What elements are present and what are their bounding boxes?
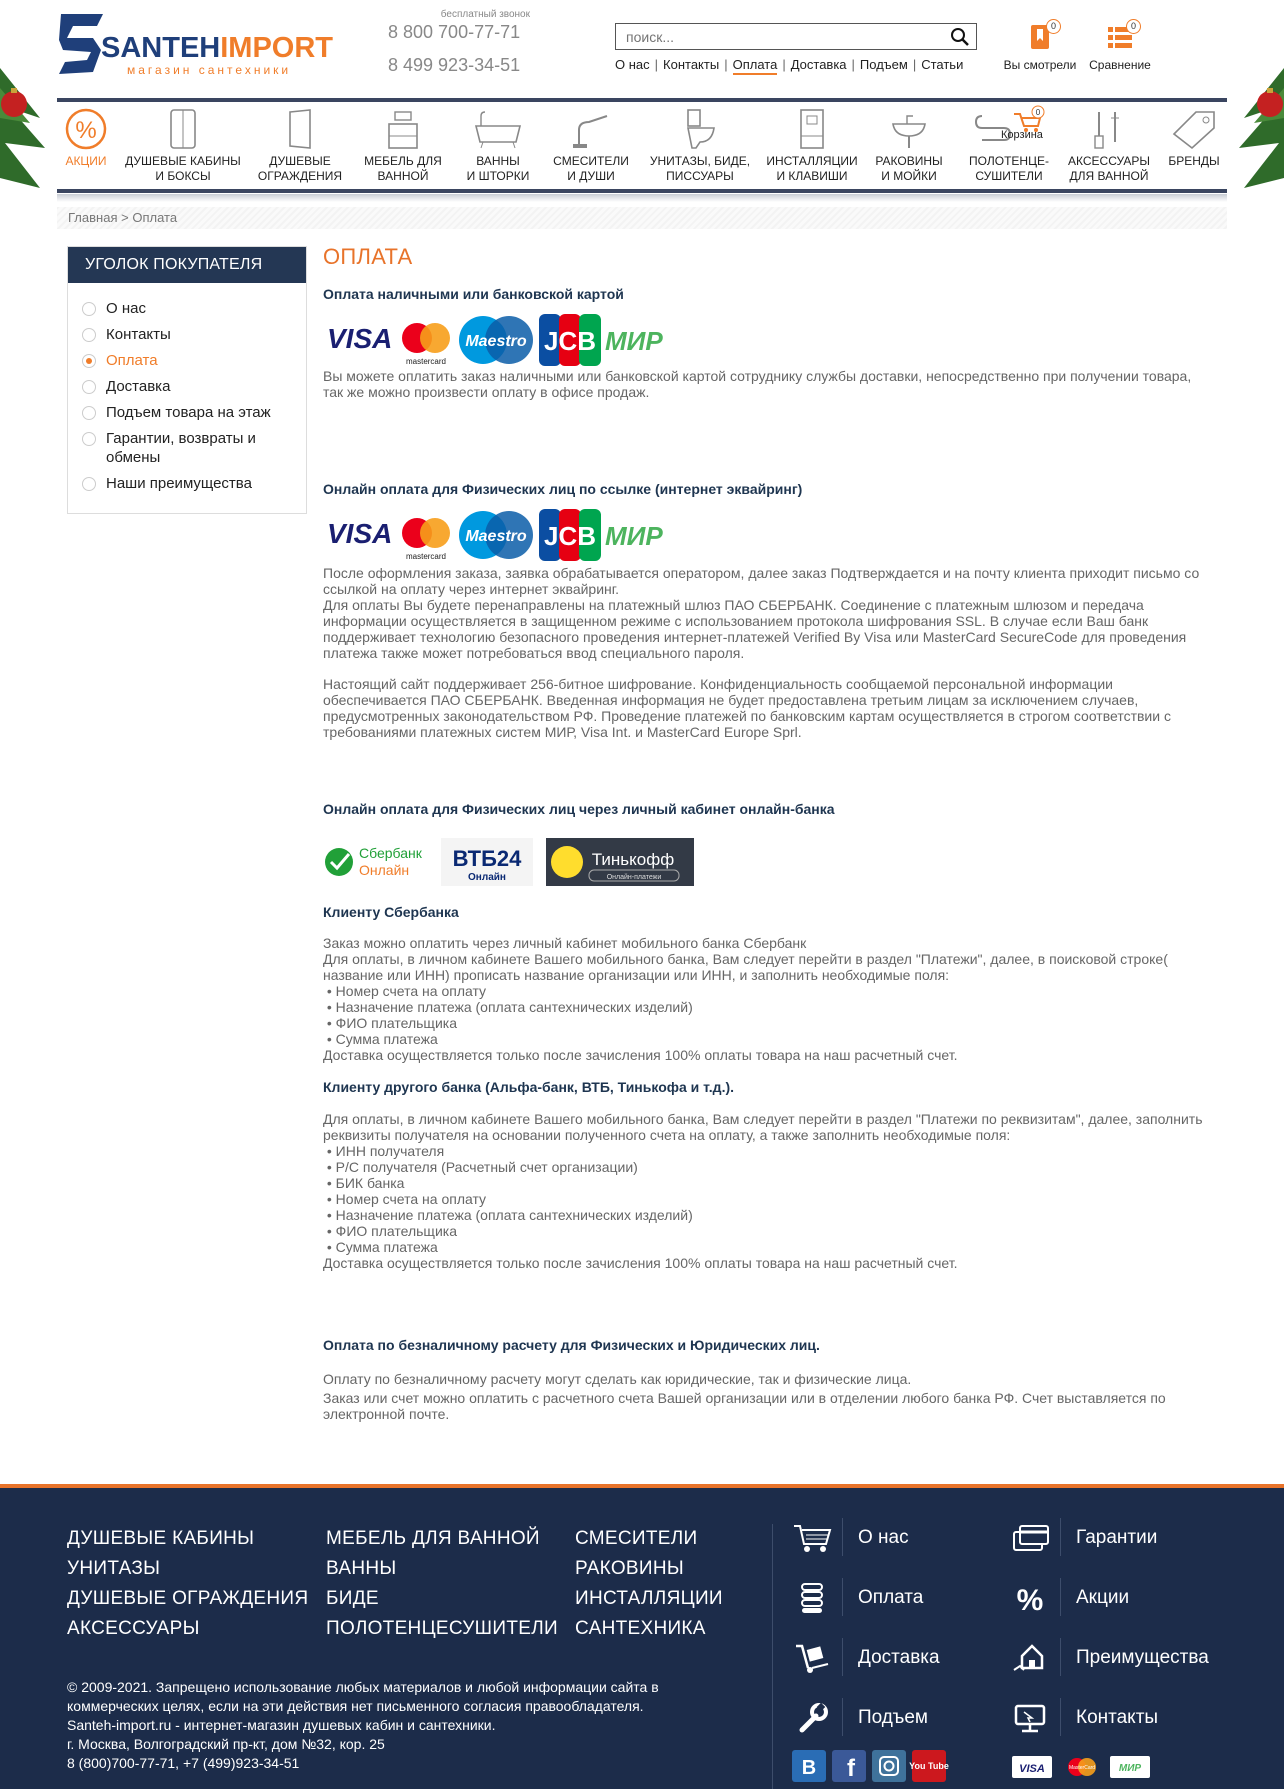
vanity-icon <box>385 108 421 150</box>
category-label-1: СМЕСИТЕЛИ <box>553 154 629 168</box>
other-line: • ИНН получателя <box>323 1143 445 1159</box>
sidebar-item-payment[interactable] <box>68 351 306 370</box>
visa-logo: VISA <box>327 323 393 354</box>
mastercard-logo: mastercard <box>405 357 447 366</box>
mastercard-logo: mastercard <box>405 552 447 561</box>
section-text-acquiring-3: Настоящий сайт поддерживает 256-битное шифрование. Конфиденциальность сообщаемой персональной информации обеспечивается ПАО СБЕРБАНК. Введенная информация не будет предоставлена третьим лицам за исключением случаев, предусмотренных законодательством РФ. Проведение платежей по банковским картам осуществляется в строгом соответствии с требованиями платежных систем МИР, Visa Int. и MasterCard Europe Sprl. <box>323 676 1171 740</box>
toplink-about[interactable]: О нас <box>615 57 650 72</box>
mir-logo: МИР <box>605 326 663 356</box>
sidebar-item-label: О нас <box>106 300 146 317</box>
mir-logo: МИР <box>605 521 663 551</box>
sber-instructions <box>323 935 1213 1063</box>
facebook-label: f <box>847 1755 855 1782</box>
toplink-articles[interactable]: Статьи <box>921 57 964 72</box>
maestro-logo: Maestro <box>465 528 527 545</box>
shower-enclosure-icon <box>285 108 315 150</box>
footer-link-label: Гарантии <box>1076 1527 1158 1548</box>
category-sales[interactable] <box>57 108 115 169</box>
sidebar-item-label: Гарантии, возвраты и обмены <box>106 430 256 466</box>
category-baths[interactable] <box>459 108 537 184</box>
radio-icon <box>82 302 96 316</box>
category-label-1: ПОЛОТЕНЦЕ- <box>969 154 1049 168</box>
footer-link[interactable]: ВАННЫ <box>326 1558 397 1579</box>
radio-icon <box>82 380 96 394</box>
site-description: Santeh-import.ru - интернет-магазин душевых кабин и сантехники. <box>67 1717 496 1733</box>
sidebar-item-lifting[interactable] <box>68 403 306 422</box>
card-logos-1 <box>323 312 693 368</box>
bank-logos <box>323 836 703 888</box>
visa-logo: VISA <box>327 518 393 549</box>
facebook-icon[interactable] <box>832 1750 866 1782</box>
footer-link-label: О нас <box>858 1527 909 1548</box>
footer-link[interactable]: ДУШЕВЫЕ ОГРАЖДЕНИЯ <box>67 1588 309 1609</box>
instagram-icon[interactable] <box>872 1750 906 1782</box>
christmas-branch-left-icon <box>0 48 60 198</box>
section-title-cashless: Оплата по безналичному расчету для Физических и Юридических лиц. <box>323 1337 820 1353</box>
bathtub-icon <box>473 108 523 150</box>
cart-label[interactable]: Корзина <box>1001 129 1043 141</box>
other-line: • Сумма платежа <box>323 1239 438 1255</box>
footer-link[interactable]: ДУШЕВЫЕ КАБИНЫ <box>67 1528 255 1549</box>
radio-icon <box>82 406 96 420</box>
viewed-label: Вы смотрели <box>1003 58 1077 72</box>
tag-icon <box>1170 108 1218 150</box>
category-label-1: ИНСТАЛЛЯЦИИ <box>766 154 858 168</box>
footer-col-1 <box>67 1524 308 1644</box>
radio-icon <box>82 328 96 342</box>
copyright-text: © 2009-2021. Запрещено использование любых материалов и любой информации сайта в коммерческих целях, если на эти действия нет письменного согласия правообладателя. <box>67 1679 659 1714</box>
search-box <box>615 23 977 50</box>
youtube-label: You Tube <box>909 1761 949 1771</box>
sber-line: • Назначение платежа (оплата сантехнических изделий) <box>323 999 693 1015</box>
footer-link-label: Подъем <box>858 1707 928 1728</box>
sber-line: Доставка осуществляется только после зачисления 100% оплаты товара на наш расчетный счет. <box>323 1047 958 1063</box>
search-icon[interactable] <box>950 27 970 47</box>
footer-link-label: Оплата <box>858 1587 924 1608</box>
footer-link[interactable]: МЕБЕЛЬ ДЛЯ ВАННОЙ <box>326 1528 540 1549</box>
category-label-2: И МОЙКИ <box>881 169 937 183</box>
category-label-1: ВАННЫ <box>476 154 520 168</box>
house-hand-icon <box>1010 1642 1050 1674</box>
footer-col-3 <box>575 1524 723 1644</box>
coins-stack-icon <box>792 1582 832 1614</box>
top-links: О нас | Контакты | Оплата | Доставка | Подъем | Статьи <box>615 57 963 72</box>
nav-shadow <box>57 194 1227 202</box>
category-label-2: ДЛЯ ВАННОЙ <box>1069 169 1149 183</box>
site-logo[interactable] <box>57 12 334 78</box>
category-label: БРЕНДЫ <box>1168 154 1220 168</box>
sidebar-item-label: Подъем товара на этаж <box>106 404 271 421</box>
tinkoff-logo-1: Тинькофф <box>591 850 675 869</box>
toplink-payment[interactable]: Оплата <box>733 57 778 75</box>
christmas-branch-right-icon <box>1224 48 1284 198</box>
instagram-label: ig <box>887 1776 891 1781</box>
section-text-cashless-2: Заказ или счет можно оплатить с расчетного счета Вашей организации или в отделении любого банка РФ. Счет выставляется по электронной почте. <box>323 1390 1166 1422</box>
logo-text-1: SANTEH <box>101 32 221 64</box>
sidebar-item-label: Контакты <box>106 326 171 343</box>
category-toilets[interactable] <box>641 108 759 184</box>
other-line: • Номер счета на оплату <box>323 1191 487 1207</box>
compare-count: 0 <box>1126 19 1141 34</box>
footer-link-label: Контакты <box>1076 1707 1159 1728</box>
sidebar-item-delivery[interactable] <box>68 377 306 396</box>
radio-selected-icon <box>82 354 96 368</box>
category-sinks[interactable] <box>871 108 947 184</box>
breadcrumb-current: Оплата <box>132 210 178 225</box>
accessories-icon <box>1089 108 1129 150</box>
tinkoff-logo-2: Онлайн-платежи <box>606 874 662 881</box>
category-shower-enclosures[interactable] <box>255 108 345 184</box>
breadcrumb-home[interactable]: Главная <box>68 210 118 225</box>
percent-icon <box>1010 1582 1050 1617</box>
footer-col-2 <box>326 1524 558 1644</box>
bookmark-icon <box>1025 22 1055 52</box>
faucet-icon <box>569 108 613 150</box>
footer-link-label: Акции <box>1076 1587 1130 1608</box>
compare-label: Сравнение <box>1089 58 1151 72</box>
jcb-logo: JCB <box>543 521 597 551</box>
section-text-cash: Вы можете оплатить заказ наличными или банковской картой сотруднику службы доставки, непосредственно при получении товара, так же можно произвести оплату в офисе продаж. <box>323 368 1192 400</box>
footer-link-label: Преимущества <box>1076 1647 1209 1668</box>
sber-line: Заказ можно оплатить через личный кабинет мобильного банка Сбербанк <box>323 935 807 951</box>
breadcrumb-separator: > <box>121 210 129 225</box>
category-label-2: ПИССУАРЫ <box>666 169 734 183</box>
other-line: • Назначение платежа (оплата сантехнических изделий) <box>323 1207 693 1223</box>
hand-truck-icon <box>792 1642 832 1674</box>
visa-footer-icon <box>1012 1756 1052 1778</box>
compare-list-icon <box>1105 22 1135 52</box>
vtb-logo-2: Онлайн <box>468 872 506 883</box>
sidebar <box>67 246 307 514</box>
sidebar-item-label: Доставка <box>106 378 171 395</box>
search-input[interactable] <box>616 24 936 49</box>
card-logos-2 <box>323 507 693 563</box>
radio-icon <box>82 477 96 491</box>
category-nav <box>57 98 1227 193</box>
section-title-online-bank: Онлайн оплата для Физических лиц через личный кабинет онлайн-банка <box>323 801 835 817</box>
mir-footer-icon <box>1110 1756 1150 1778</box>
sber-line: Для оплаты, в личном кабинете Вашего мобильного банка, Вам следует перейти в раздел "Платежи", далее, в поисковой строке( название или ИНН) прописать название организации или ИНН, и заполнить необходимые поля: <box>323 951 1168 983</box>
footer-link[interactable]: САНТЕХНИКА <box>575 1618 706 1639</box>
category-furniture[interactable] <box>361 108 445 184</box>
sber-logo-1: Сбербанк <box>359 845 422 861</box>
footer-link[interactable]: ИНСТАЛЛЯЦИИ <box>575 1588 723 1609</box>
footer-link[interactable]: АКСЕССУАРЫ <box>67 1618 200 1639</box>
installation-icon <box>797 108 827 150</box>
category-label-1: МЕБЕЛЬ ДЛЯ <box>364 154 442 168</box>
category-label-1: ДУШЕВЫЕ <box>269 154 331 168</box>
sber-line: • ФИО плательщика <box>323 1015 457 1031</box>
svg-text:%: % <box>1016 1584 1044 1617</box>
category-label-2: И ШТОРКИ <box>466 169 530 183</box>
sidebar-item-label: Оплата <box>106 352 158 369</box>
section-text-acquiring-1: После оформления заказа, заявка обрабатывается оператором, далее заказ Подтверждается и на почту клиента приходит письмо со ссылкой на оплату через интернет эквайринг. <box>323 565 1200 597</box>
footer-link[interactable]: СМЕСИТЕЛИ <box>575 1528 698 1549</box>
category-label-1: ДУШЕВЫЕ КАБИНЫ <box>125 154 241 168</box>
sidebar-item-advantages[interactable] <box>68 474 306 493</box>
cart-count: 0 <box>1035 108 1041 117</box>
toplink-delivery[interactable]: Доставка <box>790 57 847 72</box>
category-label-1: АКСЕССУАРЫ <box>1068 154 1150 168</box>
category-label-1: УНИТАЗЫ, БИДЕ, <box>649 154 751 168</box>
address: г. Москва, Волгоградский пр-кт, дом №32, кор. 25 <box>67 1736 385 1752</box>
footer-link[interactable]: УНИТАЗЫ <box>67 1558 161 1579</box>
radio-icon <box>82 432 96 446</box>
maestro-logo: Maestro <box>465 333 527 350</box>
other-line: Для оплаты, в личном кабинете Вашего мобильного банка, Вам следует перейти в раздел "Платежи по реквизитам", далее, заполнить реквизиты получателя на основании полученного счета на оплату, а также заполнить необходимые поля: <box>323 1111 1203 1143</box>
category-label-2: И КЛАВИШИ <box>776 169 848 183</box>
section-title-other-bank: Клиенту другого банка (Альфа-банк, ВТБ, Тинькофа и т.д.). <box>323 1079 735 1095</box>
category-installations[interactable] <box>761 108 863 184</box>
vtb-logo-1: ВТБ24 <box>452 846 522 871</box>
section-title-acquiring: Онлайн оплата для Физических лиц по ссылке (интернет эквайринг) <box>323 481 803 497</box>
sidebar-item-contacts[interactable] <box>68 325 306 344</box>
toplink-lifting[interactable]: Подъем <box>859 57 908 72</box>
other-line: • Р/С получателя (Расчетный счет организации) <box>323 1159 638 1175</box>
section-text-cashless-1: Оплату по безналичному расчету могут сделать как юридические, так и физические лица. <box>323 1371 912 1387</box>
other-line: • ФИО плательщика <box>323 1223 457 1239</box>
sidebar-list <box>68 283 306 493</box>
footer-copyright <box>67 1678 707 1773</box>
sink-icon <box>889 108 929 150</box>
sber-line: • Сумма платежа <box>323 1031 438 1047</box>
category-label-1: РАКОВИНЫ <box>875 154 943 168</box>
youtube-icon[interactable] <box>909 1750 949 1782</box>
section-title-cash: Оплата наличными или банковской картой <box>323 286 624 302</box>
category-brands[interactable] <box>1161 108 1227 169</box>
other-line: • БИК банка <box>323 1175 405 1191</box>
percent-badge-icon <box>64 108 108 150</box>
category-label-2: И ДУШИ <box>567 169 615 183</box>
site-header <box>0 0 1284 100</box>
other-bank-instructions <box>323 1111 1213 1271</box>
mir-footer-label: МИР <box>1118 1763 1142 1774</box>
footer-link-label: Доставка <box>858 1647 940 1668</box>
footer-link[interactable]: РАКОВИНЫ <box>575 1558 684 1579</box>
category-faucets[interactable] <box>547 108 635 184</box>
sidebar-item-about[interactable] <box>68 299 306 318</box>
category-label-2: ВАННОЙ <box>377 169 429 183</box>
footer-link[interactable]: ПОЛОТЕНЦЕСУШИТЕЛИ <box>326 1618 558 1639</box>
phone-2[interactable]: 8 499 923-34-51 <box>388 55 521 75</box>
toplink-contacts[interactable]: Контакты <box>663 57 720 72</box>
vk-label: В <box>801 1757 817 1779</box>
wrench-icon <box>792 1702 832 1734</box>
sidebar-item-label: Наши преимущества <box>106 475 252 492</box>
breadcrumb <box>57 207 1227 229</box>
footer-link[interactable]: БИДЕ <box>326 1588 379 1609</box>
main-content <box>323 244 1213 1422</box>
svg-text:%: % <box>75 117 97 144</box>
sidebar-title: УГОЛОК ПОКУПАТЕЛЯ <box>68 247 306 283</box>
category-label-2: СУШИТЕЛИ <box>975 169 1043 183</box>
category-label-2: ОГРАЖДЕНИЯ <box>257 169 343 183</box>
site-footer <box>0 1484 1284 1789</box>
cart-icon <box>792 1522 832 1554</box>
category-accessories[interactable] <box>1059 108 1159 184</box>
logo-subtitle: магазин сантехники <box>127 63 292 77</box>
compare-button[interactable] <box>1080 22 1160 72</box>
footer-phones: 8 (800)700-77-71, +7 (499)923-34-51 <box>67 1755 300 1771</box>
viewed-button[interactable] <box>1000 22 1080 72</box>
vk-icon[interactable] <box>792 1750 826 1782</box>
mastercard-footer-label: MasterCard <box>1068 1765 1096 1771</box>
footer-divider <box>772 1524 773 1789</box>
other-line: Доставка осуществляется только после зачисления 100% оплаты товара на наш расчетный счет. <box>323 1255 958 1271</box>
jcb-logo: JCB <box>543 326 597 356</box>
section-text-acquiring-2: Для оплаты Вы будете перенаправлены на платежный шлюз ПАО СБЕРБАНК. Соединение с платежным шлюзом и передача информации осуществляется в защищенном режиме с использованием протокола шифрования SSL. В случае если Ваш банк поддерживает технологию безопасного проведения интернет-платежей Verified By Visa или MasterCard SecureCode для проведения платежа также может потребоваться ввод специального пароля. <box>323 597 1187 661</box>
sidebar-item-warranty[interactable] <box>68 429 306 467</box>
category-label-2: И БОКСЫ <box>155 169 211 183</box>
sber-logo-2: Онлайн <box>359 862 410 878</box>
page-title: ОПЛАТА <box>323 244 413 269</box>
logo-s-mark <box>57 12 107 76</box>
toilet-icon <box>682 108 718 150</box>
viewed-count: 0 <box>1046 19 1061 34</box>
phones <box>388 9 538 76</box>
category-towel-warmers[interactable] <box>957 108 1061 184</box>
mastercard-footer-icon <box>1062 1756 1102 1778</box>
category-label: АКЦИИ <box>65 154 107 168</box>
logo-text-2: IMPORT <box>220 32 334 64</box>
monitor-icon <box>1010 1702 1050 1734</box>
free-call-label: бесплатный звонок <box>440 9 530 20</box>
section-title-sber: Клиенту Сбербанка <box>323 904 459 920</box>
sber-line: • Номер счета на оплату <box>323 983 487 999</box>
credit-cards-icon <box>1010 1522 1050 1554</box>
category-shower-cabins[interactable] <box>123 108 243 184</box>
visa-footer-label: VISA <box>1019 1763 1045 1775</box>
phone-1[interactable]: 8 800 700-77-71 <box>388 22 521 42</box>
shower-cabin-icon <box>168 108 198 150</box>
